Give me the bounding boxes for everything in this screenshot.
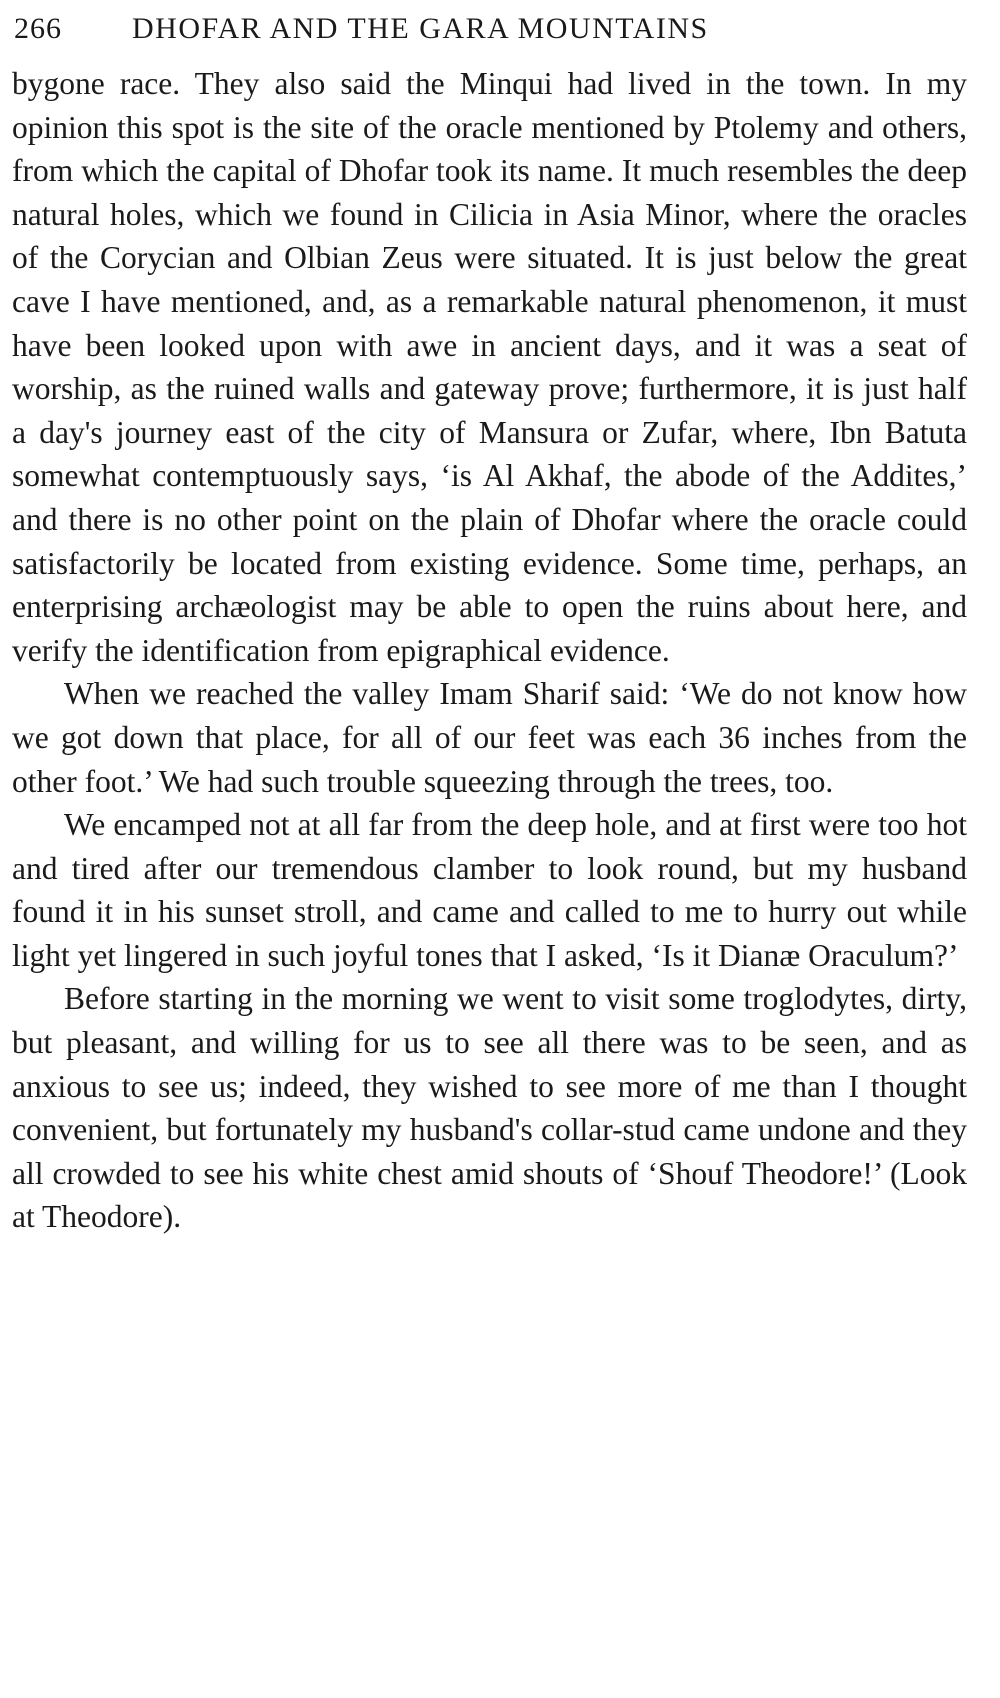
running-header — [12, 0, 967, 62]
paragraph: When we reached the valley Imam Sharif said: ‘We do not know how we got down that place, for all of our feet was each 36 inches from the other foot.’ We had such trouble squeezing through the trees, too. — [12, 676, 967, 799]
page-number: 266 — [14, 12, 62, 45]
book-page — [12, 0, 967, 1698]
body-text — [12, 62, 967, 1239]
running-title: DHOFAR AND THE GARA MOUNTAINS — [132, 12, 709, 45]
paragraph: bygone race. They also said the Minqui had lived in the town. In my opinion this spot is the site of the oracle mentioned by Ptolemy and others, from which the capital of Dhofar took its name. It much resembles the deep natural holes, which we found in Cilicia in Asia Minor, where the oracles of the Corycian and Olbian Zeus were situated. It is just below the great cave I have mentioned, and, as a remarkable natural phenomenon, it must have been looked upon with awe in ancient days, and it was a seat of worship, as the ruined walls and gateway prove; furthermore, it is just half a day's journey east of the city of Mansura or Zufar, where, Ibn Batuta somewhat contemptuously says, ‘is Al Akhaf, the abode of the Addites,’ and there is no other point on the plain of Dhofar where the oracle could satisfactorily be located from existing evidence. Some time, perhaps, an enterprising archæologist may be able to open the ruins about here, and verify the identification from epigraphical evidence. — [12, 66, 967, 668]
paragraph: We encamped not at all far from the deep hole, and at first were too hot and tired after our tremendous clamber to look round, but my husband found it in his sunset stroll, and came and called to me to hurry out while light yet lingered in such joyful tones that I asked, ‘Is it Dianæ Oraculum?’ — [12, 807, 967, 973]
paragraph: Before starting in the morning we went to visit some troglodytes, dirty, but pleasant, and willing for us to see all there was to be seen, and as anxious to see us; indeed, they wished to see more of me than I thought convenient, but fortunately my husband's collar-stud came undone and they all crowded to see his white chest amid shouts of ‘Shouf Theodore!’ (Look at Theodore). — [12, 981, 967, 1235]
